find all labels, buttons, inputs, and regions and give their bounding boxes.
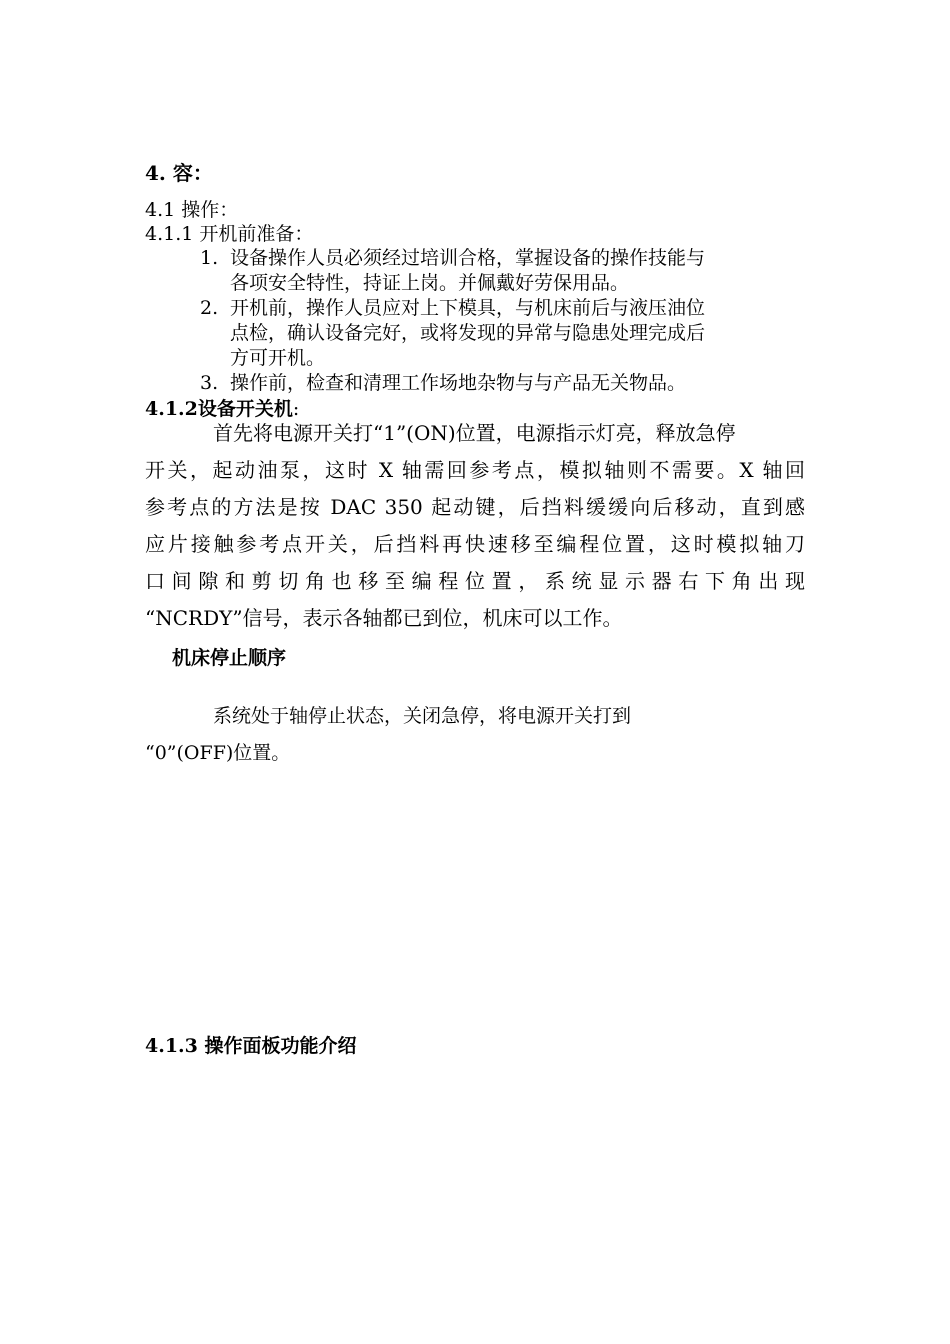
list-text: 开机前，操作人员应对上下模具，与机床前后与液压油位 (230, 297, 706, 319)
list-number: 3. (200, 372, 219, 394)
list-number: 1. (200, 247, 219, 269)
paragraph-line: 口间隙和剪切角也移至编程位置，系统显示器右下角出现 (145, 569, 805, 593)
paragraph-line: 开关，起动油泵，这时 X 轴需回参考点，模拟轴则不需要。X 轴回 (145, 458, 805, 482)
section-number: 4.1.2 (145, 398, 198, 420)
paragraph-line: 参考点的方法是按 DAC 350 起动键，后挡料缓缓向后移动，直到感 (145, 495, 805, 519)
list-number: 2. (200, 297, 219, 319)
paragraph-line: 应片接触参考点开关，后挡料再快速移至编程位置，这时模拟轴刀 (145, 532, 805, 556)
list-text-continuation: 各项安全特性，持证上岗。并佩戴好劳保用品。 (230, 272, 630, 294)
section-heading-4: 4. 容： (145, 161, 213, 185)
paragraph-line: 首先将电源开关打“1”(ON)位置，电源指示灯亮，释放急停 (213, 421, 736, 445)
section-heading-4-1-3: 4.1.3 操作面板功能介绍 (145, 1035, 357, 1057)
stop-sequence-line: “0”(OFF)位置。 (145, 742, 291, 764)
list-item (200, 296, 705, 321)
list-text: 操作前，检查和清理工作场地杂物与与产品无关物品。 (230, 372, 687, 394)
list-item (200, 371, 686, 396)
stop-sequence-line: 系统处于轴停止状态，关闭急停，将电源开关打到 (213, 705, 632, 727)
list-text-continuation: 点检，确认设备完好，或将发现的异常与隐患处理完成后 (230, 322, 706, 344)
section-heading-4-1-1: 4.1.1 开机前准备： (145, 223, 314, 245)
section-heading-4-1: 4.1 操作： (145, 199, 239, 221)
section-title: 设备开关机 (197, 398, 293, 420)
list-item (200, 246, 705, 271)
list-text: 设备操作人员必须经过培训合格，掌握设备的操作技能与 (230, 247, 706, 269)
paragraph-line: “NCRDY”信号，表示各轴都已到位，机床可以工作。 (145, 606, 623, 630)
section-colon: : (292, 398, 300, 420)
list-text-continuation: 方可开机。 (230, 347, 326, 369)
stop-sequence-heading: 机床停止顺序 (172, 647, 287, 669)
section-heading-4-1-2 (145, 397, 299, 421)
